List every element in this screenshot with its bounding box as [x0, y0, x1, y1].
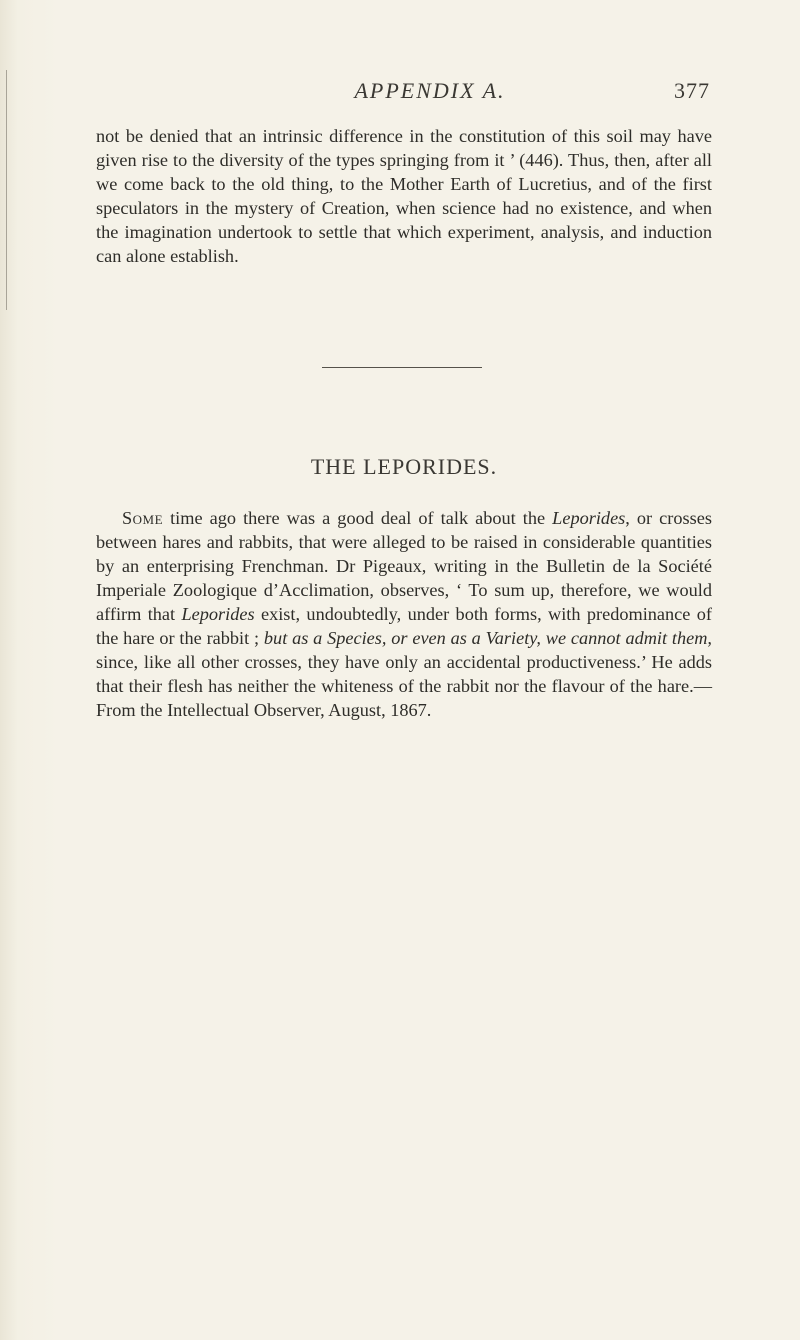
body-text-1: time ago there was a good deal of talk about the: [163, 508, 553, 528]
lead-word: Some: [122, 508, 164, 528]
binding-edge-line: [6, 70, 7, 310]
continuation-paragraph: [96, 124, 712, 268]
body-text-3: exist, undoubtedly, under both forms, with predominance of the hare or the rabbit ;: [96, 604, 712, 648]
page-header: [150, 78, 710, 118]
running-head: APPENDIX A.: [354, 78, 506, 103]
section-divider-rule: [322, 367, 482, 368]
page-number: 377: [674, 78, 710, 103]
italic-term-2: Leporides: [181, 604, 255, 624]
italic-term-1: Leporides: [552, 508, 626, 528]
continuation-text: not be denied that an intrinsic difference in the constitution of this soil may have given rise to the diversity of the types springing from it ’ (446). Thus, then, after all we come back to the old thing, to the Mother Earth of Lucretius, and of the first speculators in the mystery of Creation, when science had no existence, and when the imagination undertook to settle that which experiment, analysis, and induction can alone establish.: [96, 126, 712, 266]
body-text-2: , or crosses between hares and rabbits, that were alleged to be raised in considerable quantities by an enterprising Frenchman. Dr Pigeaux, writing in the Bulletin de la Société Imperiale Zoologique d’Acclimation, observes, ‘ To sum up, therefore, we would affirm that: [96, 508, 712, 624]
section-title: THE LEPORIDES.: [310, 454, 498, 479]
italic-phrase: but as a Species, or even as a Variety, we cannot admit them,: [263, 628, 712, 648]
section-body: [96, 506, 712, 722]
section-paragraph: [96, 506, 712, 722]
body-text-4: since, like all other crosses, they have only an accidental productiveness.’ He adds that their flesh has neither the whiteness of the rabbit nor the flavour of the hare.— From the Intellectual Observer, August, 1867.: [96, 652, 712, 720]
